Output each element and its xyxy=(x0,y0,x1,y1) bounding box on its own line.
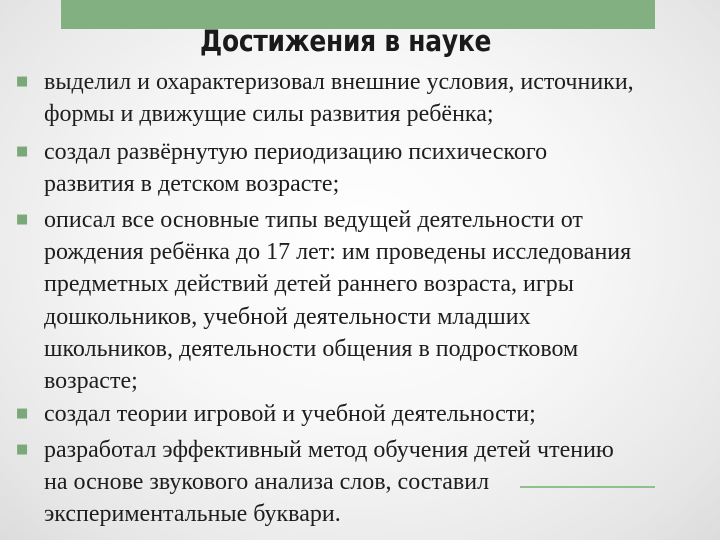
slide-title: Достижения в науке xyxy=(200,24,492,58)
bullet-item xyxy=(16,136,706,200)
bullet-text: разработал эффективный метод обучения детей чтению на основе звукового анализа слов, составил экспериментальные буквари. xyxy=(44,437,614,528)
bullet-item xyxy=(16,204,706,397)
square-bullet-icon: ■ xyxy=(16,144,29,159)
square-bullet-icon: ■ xyxy=(16,74,29,89)
bullet-item xyxy=(16,434,706,531)
decorative-underline xyxy=(520,486,655,488)
bullet-item xyxy=(16,398,706,430)
bullet-text: выделил и охарактеризовал внешние условия, источники, формы и движущие силы развития ребёнка; xyxy=(44,69,634,128)
square-bullet-icon: ■ xyxy=(16,406,29,421)
bullet-text: создал теории игровой и учебной деятельности; xyxy=(44,401,536,427)
bullet-item xyxy=(16,66,706,130)
bullet-text: описал все основные типы ведущей деятельности от рождения ребёнка до 17 лет: им проведены исследования предметных действий детей раннего возраста, игры дошкольников, учебной деятельности младших школьников, деятельности общения в подростковом возрасте; xyxy=(44,207,632,395)
square-bullet-icon: ■ xyxy=(16,442,29,457)
square-bullet-icon: ■ xyxy=(16,212,29,227)
bullet-text: создал развёрнутую периодизацию психического развития в детском возрасте; xyxy=(44,139,548,198)
